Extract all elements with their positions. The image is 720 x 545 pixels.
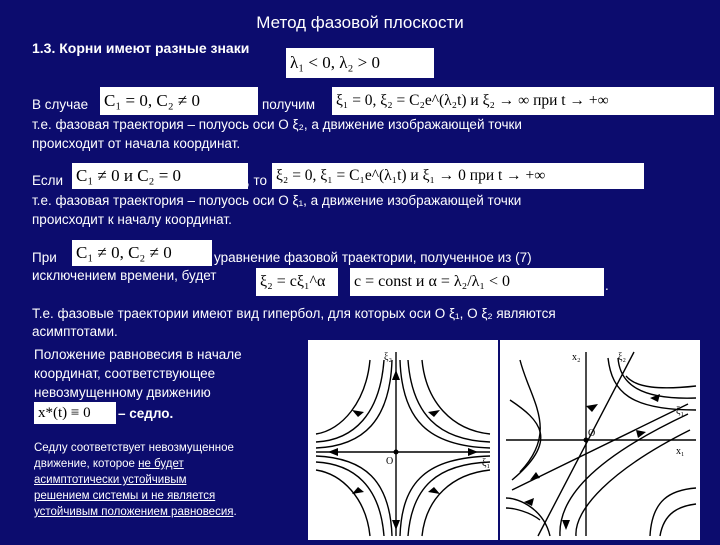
saddle-note-line2 — [34, 456, 237, 472]
xi1-label-left: ξ₁ — [482, 458, 490, 469]
case3-line2: исключением времени, будет — [32, 268, 217, 283]
case3-formula: ξ₂ = cξ₁^α — [256, 268, 338, 296]
equilibrium-line2: координат, соответствующее — [34, 366, 216, 381]
origin-label-right: O — [588, 428, 596, 439]
xi2-label-left: ξ₂ — [384, 352, 392, 363]
case1-condition: C₁ = 0, C₂ ≠ 0 — [100, 87, 258, 115]
origin-label-left: O — [386, 456, 394, 467]
x1-label-right: x₁ — [676, 446, 685, 457]
equilibrium-formula: x*(t) ≡ 0 — [34, 402, 116, 424]
saddle-phase-portrait — [308, 340, 498, 540]
skewed-phase-portrait-svg — [500, 340, 700, 540]
case3-end: . — [605, 278, 609, 293]
xi1-label-right: ξ₁ — [676, 406, 684, 417]
case1-prefix: В случае — [32, 97, 89, 112]
hyperbola-line1: Т.е. фазовые траектории имеют вид гипербол, для которых оси О ξ₁, О ξ₂ являются — [32, 306, 556, 321]
case1-result: ξ₁ = 0, ξ₂ = C₂e^(λ₂t) и ξ₂ → ∞ при t → +∞ — [332, 87, 714, 115]
equilibrium-line1: Положение равновесия в начале — [34, 347, 242, 362]
saddle-note-end: . — [233, 506, 237, 518]
xi2-label-right: ξ₂ — [618, 352, 626, 363]
slide-title: Метод фазовой плоскости — [256, 13, 464, 32]
case1-line2: т.е. фазовая траектория – полуось оси О ξ₂, а движение изображающей точки — [32, 117, 522, 132]
case3-condition: C₁ ≠ 0, C₂ ≠ 0 — [72, 240, 212, 266]
case3-prefix: При — [32, 250, 57, 265]
saddle-note-line5: устойчивым положением равновесия — [34, 506, 234, 518]
saddle-note — [34, 440, 237, 520]
hyperbola-line2: асимптотами. — [32, 324, 118, 339]
saddle-note-line2b: не будет — [138, 458, 184, 470]
equilibrium-suffix: – седло. — [118, 406, 174, 421]
saddle-note-line4: решением системы и не является — [34, 490, 216, 502]
case2-mid: , то — [246, 173, 268, 188]
saddle-phase-portrait-svg — [308, 340, 498, 540]
case2-line2: т.е. фазовая траектория – полуось оси О ξ₁, а движение изображающей точки — [32, 193, 522, 208]
case2-result: ξ₂ = 0, ξ₁ = C₁e^(λ₁t) и ξ₁ → 0 при t → +∞ — [272, 163, 644, 189]
case2-prefix: Если — [32, 173, 64, 188]
equilibrium-line3: невозмущенному движению — [34, 385, 211, 400]
roots-formula: λ₁ < 0, λ₂ > 0 — [286, 48, 434, 78]
saddle-note-line1: Седлу соответствует невозмущенное — [34, 442, 234, 454]
skewed-phase-portrait — [500, 340, 700, 540]
case1-line3: происходит от начала координат. — [32, 136, 241, 151]
case2-line3: происходит к началу координат. — [32, 212, 232, 227]
saddle-note-line5-row — [34, 504, 237, 520]
section-subtitle: 1.3. Корни имеют разные знаки — [32, 40, 250, 56]
x2-label-right: x₂ — [572, 352, 581, 363]
case3-formula2: c = const и α = λ₂/λ₁ < 0 — [350, 268, 604, 296]
case1-mid: получим — [262, 97, 316, 112]
case3-mid: уравнение фазовой траектории, полученное из (7) — [214, 250, 532, 265]
case2-condition: C₁ ≠ 0 и C₂ = 0 — [72, 163, 248, 189]
saddle-note-line3: асимптотически устойчивым — [34, 474, 187, 486]
saddle-note-line2a: движение, которое — [34, 458, 139, 470]
